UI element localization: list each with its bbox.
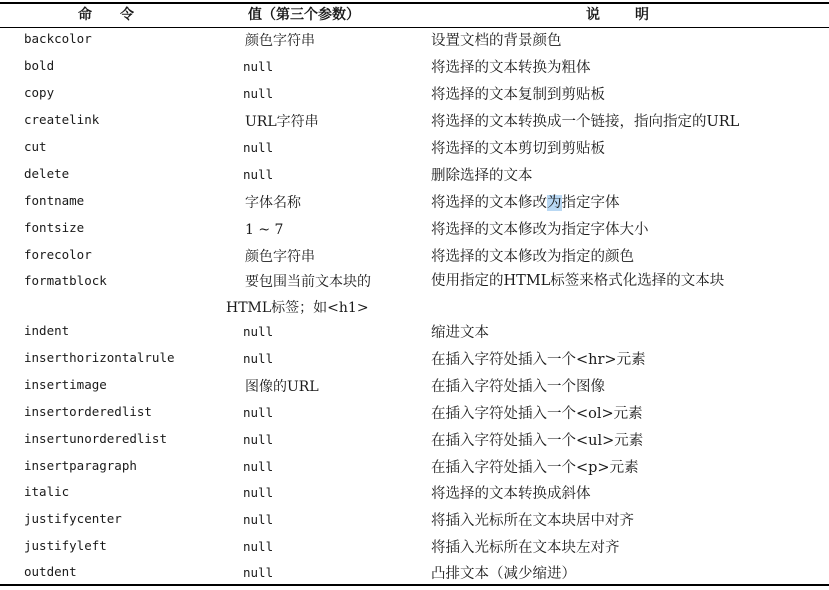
description-cell: 凸排文本（减少缩进） [431, 566, 576, 582]
command-cell: backcolor [24, 31, 92, 46]
description-cell: 缩进文本 [431, 325, 489, 341]
value-cell: 图像的URL [245, 379, 319, 395]
description-cell: 将选择的文本修改为指定字体大小 [431, 222, 649, 238]
description-cell [431, 194, 620, 213]
description-cell: 将插入光标所在文本块居中对齐 [431, 513, 634, 529]
header-description: 说明 [586, 7, 684, 23]
value-cell: null [243, 459, 274, 474]
description-cell: 在插入字符处插入一个<ul>元素 [431, 433, 644, 449]
command-cell: cut [24, 139, 47, 154]
description-cell: 将选择的文本转换成斜体 [431, 486, 591, 502]
value-cell: URL字符串 [245, 114, 319, 130]
command-cell: insertimage [24, 377, 107, 392]
description-cell: 在插入字符处插入一个<hr>元素 [431, 352, 646, 368]
table-row [0, 483, 829, 510]
value-cell: null [243, 485, 274, 500]
value-cell: null [243, 539, 274, 554]
description-cell: 删除选择的文本 [431, 168, 533, 184]
description-cell: 使用指定的HTML标签来格式化选择的文本块 [431, 273, 725, 289]
command-cell: insertorderedlist [24, 404, 152, 419]
value-cell: 颜色字符串 [245, 249, 315, 265]
description-cell: 将选择的文本修改为指定的颜色 [431, 249, 634, 265]
value-cell: null [243, 351, 274, 366]
header-command: 命令 [78, 7, 162, 23]
description-text-before: 将选择的文本修改 [431, 195, 547, 211]
table-row [0, 246, 829, 273]
command-cell: fontname [24, 193, 85, 208]
table-bottom-rule [0, 584, 829, 586]
command-cell: fontsize [24, 220, 85, 235]
value-cell: null [243, 565, 274, 580]
value-cell: null [243, 167, 274, 182]
value-cell: null [243, 324, 274, 339]
table-row [0, 537, 829, 564]
description-text-after: 指定字体 [561, 195, 620, 211]
selected-text-highlight: 为 [547, 195, 562, 211]
table-row [0, 510, 829, 537]
table-row [0, 138, 829, 165]
table-row [0, 457, 829, 484]
table-row [0, 30, 829, 57]
value-line-1: 要包围当前文本块的 [245, 274, 371, 290]
command-cell: indent [24, 323, 70, 338]
command-cell: formatblock [24, 273, 107, 288]
command-cell: inserthorizontalrule [24, 350, 175, 365]
value-cell: null [243, 512, 274, 527]
command-cell: delete [24, 166, 70, 181]
command-cell: outdent [24, 564, 77, 579]
table-top-rule [0, 2, 829, 4]
table-row [0, 322, 829, 349]
table-row [0, 219, 829, 246]
table-header-rule [0, 27, 829, 28]
description-cell: 设置文档的背景颜色 [431, 33, 562, 49]
command-cell: italic [24, 484, 70, 499]
command-cell: justifycenter [24, 511, 122, 526]
value-cell: null [243, 86, 274, 101]
description-cell: 将选择的文本转换为粗体 [431, 60, 591, 76]
table-row [0, 270, 829, 322]
command-cell: justifyleft [24, 538, 107, 553]
command-cell: insertparagraph [24, 458, 137, 473]
value-line-2: HTML标签；如<h1> [226, 300, 369, 316]
table-row [0, 165, 829, 192]
table-row [0, 349, 829, 376]
description-cell: 将插入光标所在文本块左对齐 [431, 540, 620, 556]
table-row [0, 430, 829, 457]
table-row [0, 57, 829, 84]
description-cell: 在插入字符处插入一个<p>元素 [431, 460, 639, 476]
header-value: 值（第三个参数） [248, 7, 360, 23]
table-row [0, 192, 829, 219]
value-cell: null [243, 59, 274, 74]
command-cell: copy [24, 85, 55, 100]
value-cell: 1 ~ 7 [245, 222, 284, 238]
command-cell: bold [24, 58, 55, 73]
table-row [0, 403, 829, 430]
command-cell: forecolor [24, 247, 92, 262]
description-cell: 将选择的文本复制到剪贴板 [431, 87, 605, 103]
value-cell: null [243, 432, 274, 447]
description-cell: 在插入字符处插入一个<ol>元素 [431, 406, 643, 422]
description-cell: 在插入字符处插入一个图像 [431, 379, 605, 395]
description-cell: 将选择的文本转换成一个链接，指向指定的URL [431, 114, 740, 130]
table-row [0, 111, 829, 138]
value-cell: 颜色字符串 [245, 33, 315, 49]
value-cell [226, 269, 371, 321]
table-row [0, 376, 829, 403]
command-cell: insertunorderedlist [24, 431, 167, 446]
value-cell: null [243, 405, 274, 420]
table-row [0, 84, 829, 111]
description-cell: 将选择的文本剪切到剪贴板 [431, 141, 605, 157]
value-cell: null [243, 140, 274, 155]
command-cell: createlink [24, 112, 100, 127]
value-cell: 字体名称 [245, 195, 301, 211]
